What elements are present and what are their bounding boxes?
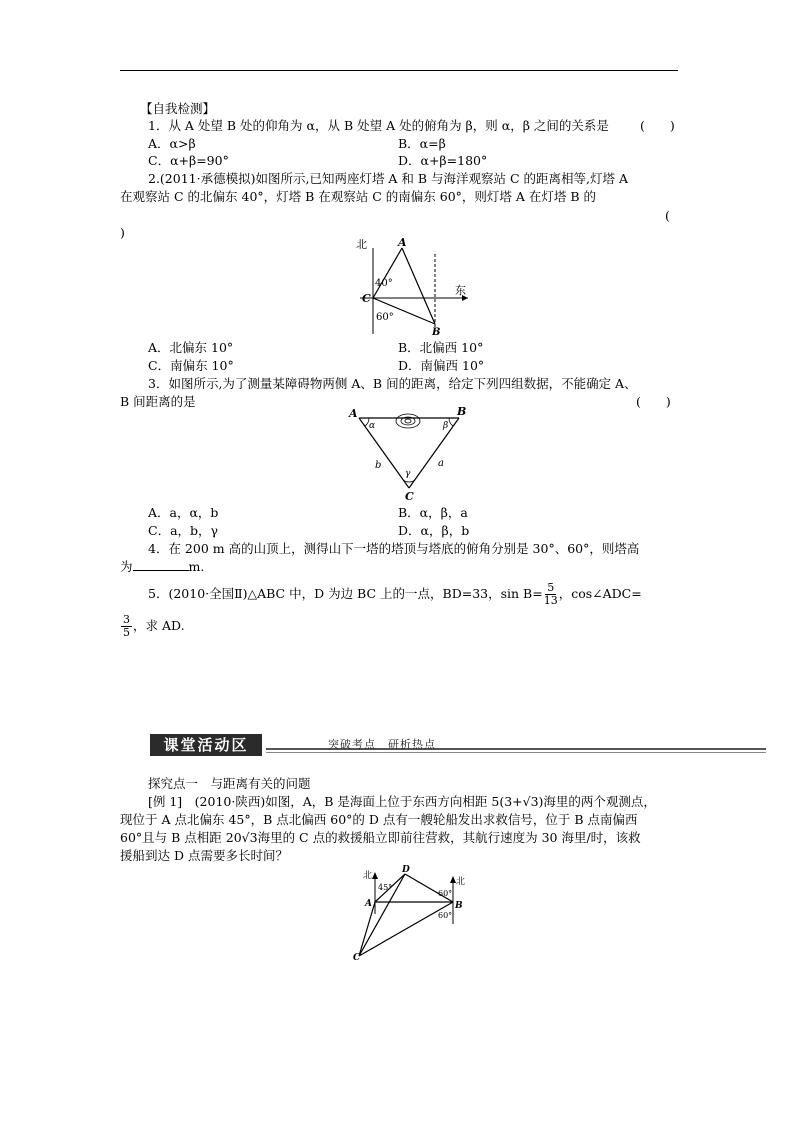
side-b: b: [375, 460, 382, 471]
obstacle-core: [405, 419, 411, 423]
example1-line2: 现位于 A 点北偏东 45°，B 点北偏西 60°的 D 点有一艘轮船发出求救信号，位于 B 点南偏西: [120, 812, 638, 827]
angle-60-bottom: 60°: [438, 911, 453, 920]
q5-post: ，求 AD.: [133, 618, 185, 633]
q5-mid: ，cos∠ADC=: [558, 586, 642, 601]
q3-option-b: B．α，β，a: [398, 505, 468, 520]
q3-figure: [345, 406, 475, 502]
top-rule: [120, 70, 678, 71]
q1-option-d: D．α+β=180°: [398, 153, 488, 168]
self-check-heading: 【自我检测】: [140, 101, 216, 116]
q4-suffix: m.: [188, 559, 205, 574]
point-b: B: [432, 327, 441, 338]
segment-bc: [409, 418, 459, 488]
point-b: B: [457, 406, 467, 418]
q5-frac1: [544, 582, 558, 607]
q4-line2: [120, 558, 204, 576]
q5-frac2-num: 3: [123, 613, 130, 626]
q3-paren: ( ): [636, 394, 671, 409]
segment-ca: [373, 248, 402, 298]
east-label: 东: [455, 284, 466, 297]
gamma-label: γ: [405, 469, 411, 479]
q3-line1: 3．如图所示,为了测量某障碍物两侧 A、B 间的距离，给定下列四组数据，不能确定 A、: [148, 376, 637, 391]
q4-answer-blank[interactable]: [133, 558, 189, 571]
q2-paren-close: ): [120, 225, 125, 240]
q5-frac2: [121, 614, 132, 639]
q2-paren-open: (: [665, 208, 670, 223]
q2-line1: 2.(2011·承德模拟)如图所示,已知两座灯塔 A 和 B 与海洋观察站 C 的距离相等,灯塔 A: [148, 171, 629, 186]
q1-text: 1．从 A 处望 B 处的仰角为 α，从 B 处望 A 处的俯角为 β，则 α，β 之间的关系是: [148, 118, 609, 133]
banner-title: 课堂活动区: [150, 734, 262, 756]
north-label-a: 北: [363, 871, 373, 881]
example1-line4: 援船到达 D 点需要多长时间？: [120, 848, 288, 863]
obstacle: [396, 414, 420, 428]
example1-line1: [例 1] (2010·陕西)如图，A，B 是海面上位于东西方向相距 5(3+√3)海里的两个观测点，: [148, 794, 656, 809]
q3-option-a: A．a，α，b: [148, 505, 219, 520]
banner-rule-thin: [266, 752, 766, 753]
q5-line2: [120, 614, 185, 639]
q5-line: [148, 582, 642, 607]
banner-subtitle: 突破考点 研析热点: [328, 738, 436, 751]
explore-heading: 探究点一 与距离有关的问题: [148, 776, 311, 791]
q1-option-b: B．α=β: [398, 136, 446, 151]
q2-option-d: D．南偏西 10°: [398, 358, 485, 373]
q2-line2: 在观察站 C 的北偏东 40°，灯塔 B 在观察站 C 的南偏东 60°，则灯塔 A 在灯塔 B 的: [120, 189, 597, 204]
angle-60-top: 60°: [438, 889, 453, 898]
q5-pre: 5．(2010·全国Ⅱ)△ABC 中，D 为边 BC 上的一点，BD=33，sin B=: [148, 586, 543, 601]
q4-line1: 4．在 200 m 高的山顶上，测得山下一塔的塔顶与塔底的俯角分别是 30°、60°，则塔高: [148, 541, 640, 556]
q1-paren: ( ): [640, 118, 675, 133]
beta-arc: [449, 418, 453, 426]
point-a: A: [398, 236, 407, 249]
angle-40: 40°: [375, 278, 393, 289]
q3-line2: B 间距离的是: [120, 394, 196, 409]
north-label-b: 北: [456, 877, 466, 887]
section-banner: [150, 734, 766, 758]
q3-option-d: D．α，β，b: [398, 523, 470, 538]
north-label: 北: [356, 238, 367, 251]
point-c: C: [362, 292, 371, 305]
example1-line3: 60°且与 B 点相距 20√3海里的 C 点的救援船立即前往营救，其航行速度为 30 海里/时，该救: [120, 830, 641, 845]
q3-option-c: C．a，b，γ: [148, 523, 218, 538]
q2-option-c: C．南偏东 10°: [148, 358, 234, 373]
point-c: C: [405, 490, 414, 502]
angle-60: 60°: [376, 312, 394, 323]
q5-frac1-num: 5: [547, 581, 555, 594]
side-a: a: [438, 458, 444, 469]
q1-option-c: C．α+β=90°: [148, 153, 229, 168]
q5-frac2-den: 5: [123, 626, 130, 639]
segment-ac: [359, 418, 409, 488]
point-d: D: [402, 865, 410, 875]
example1-figure: [345, 864, 475, 964]
q5-frac1-den: 13: [543, 594, 558, 607]
q1-option-a: A．α>β: [148, 136, 196, 151]
q2-figure: [340, 234, 480, 338]
alpha-label: α: [369, 421, 376, 431]
point-c: C: [353, 953, 361, 963]
point-b: B: [455, 901, 463, 911]
point-a: A: [349, 407, 358, 420]
q4-prefix: 为: [120, 559, 133, 574]
q2-option-b: B．北偏西 10°: [398, 340, 484, 355]
beta-label: β: [443, 421, 449, 431]
q2-option-a: A．北偏东 10°: [148, 340, 234, 355]
point-a: A: [365, 899, 372, 909]
angle-45: 45°: [378, 883, 393, 892]
north-arrow-a: [372, 872, 378, 879]
